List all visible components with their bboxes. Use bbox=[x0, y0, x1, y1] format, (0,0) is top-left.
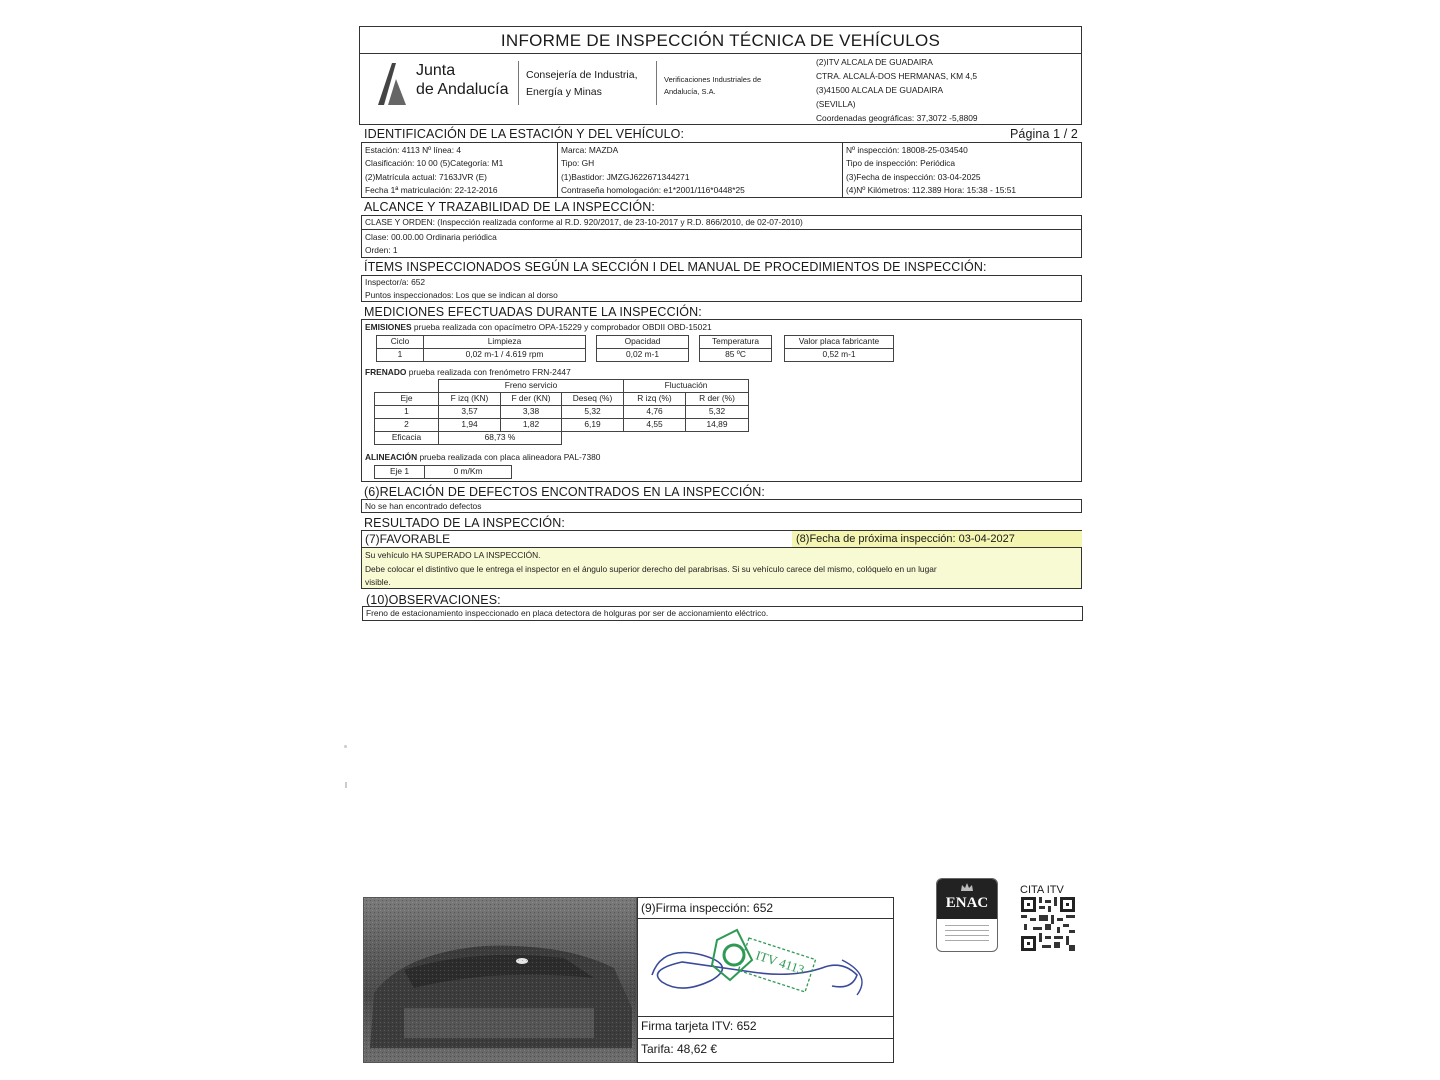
page-number: Página 1 / 2 bbox=[1010, 127, 1078, 141]
alineacion-label: ALINEACIÓN bbox=[365, 452, 418, 462]
id-col1 bbox=[365, 144, 503, 197]
frenado-cell: 14,89 bbox=[685, 418, 749, 432]
observations-text: Freno de estacionamiento inspeccionado en placa detectora de holguras por ser de accionamiento eléctrico. bbox=[366, 608, 769, 618]
station-address bbox=[816, 55, 978, 125]
eficacia-label: Eficacia bbox=[374, 431, 439, 445]
scope-heading: ALCANCE Y TRAZABILIDAD DE LA INSPECCIÓN: bbox=[364, 200, 655, 214]
id-plate: (2)Matrícula actual: 7163JVR (E) bbox=[365, 171, 487, 182]
frenado-text: prueba realizada con frenómetro FRN-2447 bbox=[406, 367, 571, 377]
emisiones-line bbox=[365, 322, 712, 332]
frenado-cell: 3,38 bbox=[500, 405, 562, 419]
frenado-header: Deseq (%) bbox=[561, 392, 624, 406]
frenado-header: R izq (%) bbox=[623, 392, 686, 406]
emisiones-value-ciclo: 1 bbox=[376, 348, 424, 362]
frenado-cell: 3,57 bbox=[438, 405, 501, 419]
emisiones-header-ciclo: Ciclo bbox=[376, 335, 424, 349]
id-brand: Marca: MAZDA bbox=[561, 145, 619, 155]
vehicle-photo-image bbox=[364, 898, 637, 1063]
items-box bbox=[361, 275, 1082, 302]
id-divider-2 bbox=[842, 143, 843, 197]
frenado-line bbox=[365, 367, 571, 377]
enac-label: ENAC bbox=[945, 895, 989, 911]
station-line: (SEVILLA) bbox=[816, 99, 856, 109]
junta-logo-icon bbox=[374, 59, 410, 107]
qr-code-icon bbox=[1021, 897, 1075, 951]
emisiones-label: EMISIONES bbox=[365, 322, 412, 332]
frenado-cell: 6,19 bbox=[561, 418, 624, 432]
result-box bbox=[361, 530, 1082, 589]
frenado-cell: 1,82 bbox=[500, 418, 562, 432]
verif-line2: Andalucía, S.A. bbox=[664, 87, 716, 96]
frenado-cell: 4,76 bbox=[623, 405, 686, 419]
scope-clase-orden: CLASE Y ORDEN: (Inspección realizada conforme al R.D. 920/2017, de 23-10-2017 y R.D. 866/2010, de 02-07-2010) bbox=[365, 217, 803, 227]
logo-line2: de Andalucía bbox=[416, 81, 509, 98]
signature-firma: (9)Firma inspección: 652 bbox=[641, 901, 774, 915]
cita-label: CITA ITV bbox=[1020, 884, 1064, 896]
station-line: (2)ITV ALCALA DE GUADAIRA bbox=[816, 57, 933, 67]
frenado-cell: 2 bbox=[374, 418, 439, 432]
observations-box bbox=[362, 606, 1083, 621]
result-status: (7)FAVORABLE bbox=[365, 532, 451, 546]
alineacion-text: prueba realizada con placa alineadora PAL-7380 bbox=[417, 452, 601, 462]
enac-badge bbox=[936, 878, 998, 952]
identification-heading: IDENTIFICACIÓN DE LA ESTACIÓN Y DEL VEHÍCULO: bbox=[364, 127, 685, 141]
emisiones-header-temperatura: Temperatura bbox=[699, 335, 772, 349]
eje-label: Eje 1 bbox=[374, 465, 425, 479]
defects-heading: (6)RELACIÓN DE DEFECTOS ENCONTRADOS EN LA INSPECCIÓN: bbox=[364, 485, 765, 499]
measurements-box bbox=[361, 319, 1082, 482]
frenado-header: F der (KN) bbox=[500, 392, 562, 406]
signature-tarifa: Tarifa: 48,62 € bbox=[641, 1042, 718, 1056]
header-divider-2 bbox=[656, 61, 657, 105]
id-station: Estación: 4113 Nº línea: 4 bbox=[365, 145, 462, 155]
id-inspection-date: (3)Fecha de inspección: 03-04-2025 bbox=[846, 171, 981, 182]
id-homologation: Contraseña homologación: e1*2001/116*0448*25 bbox=[561, 184, 745, 195]
frenado-header: R der (%) bbox=[685, 392, 749, 406]
frenado-cell: 4,55 bbox=[623, 418, 686, 432]
scope-orden: Orden: 1 bbox=[365, 245, 398, 255]
title-box bbox=[359, 26, 1082, 54]
signature-stamp-icon bbox=[642, 920, 892, 1015]
freno-servicio-header: Freno servicio bbox=[438, 379, 624, 393]
signature-divider-2 bbox=[638, 1016, 893, 1017]
emisiones-value-temperatura: 85 ºC bbox=[699, 348, 772, 362]
id-first-registration: Fecha 1ª matriculación: 22-12-2016 bbox=[365, 184, 498, 195]
id-inspection-number: Nº inspección: 18008-25-034540 bbox=[846, 145, 968, 155]
station-line: (3)41500 ALCALA DE GUADAIRA bbox=[816, 85, 944, 95]
scope-clase: Clase: 00.00.00 Ordinaria periódica bbox=[365, 232, 497, 242]
header-box bbox=[359, 53, 1082, 125]
alineacion-line bbox=[365, 452, 600, 462]
identification-box bbox=[361, 142, 1082, 198]
measurements-heading: MEDICIONES EFECTUADAS DURANTE LA INSPECCIÓN: bbox=[364, 305, 702, 319]
emisiones-header-placa: Valor placa fabricante bbox=[784, 335, 894, 349]
emisiones-value-limpieza: 0,02 m-1 / 4.619 rpm bbox=[423, 348, 586, 362]
emisiones-value-placa: 0,52 m-1 bbox=[784, 348, 894, 362]
verif-line1: Verificaciones Industriales de bbox=[664, 75, 762, 84]
station-line: CTRA. ALCALÁ-DOS HERMANAS, KM 4,5 bbox=[816, 71, 978, 81]
id-inspection-type: Tipo de inspección: Periódica bbox=[846, 158, 956, 169]
defects-box bbox=[361, 499, 1082, 513]
frenado-cell: 1 bbox=[374, 405, 439, 419]
crown-icon bbox=[960, 882, 974, 892]
id-divider-1 bbox=[557, 143, 558, 197]
emisiones-value-opacidad: 0,02 m-1 bbox=[596, 348, 689, 362]
eje-value: 0 m/Km bbox=[424, 465, 512, 479]
frenado-label: FRENADO bbox=[365, 367, 407, 377]
signature-divider-1 bbox=[638, 918, 893, 919]
id-km: (4)Nº Kilómetros: 112.389 Hora: 15:38 - 15:51 bbox=[846, 184, 1017, 195]
vehicle-photo bbox=[363, 897, 637, 1063]
fluctuacion-header: Fluctuación bbox=[623, 379, 749, 393]
consejeria-line2: Energía y Minas bbox=[526, 86, 602, 98]
id-classification: Clasificación: 10 00 (5)Categoría: M1 bbox=[365, 158, 504, 169]
scope-divider bbox=[362, 229, 1081, 230]
result-line2: Debe colocar el distintivo que le entrega el inspector en el ángulo superior derecho del parabrisas. Si su vehículo carece del mismo, colóquelo en un lugar bbox=[365, 564, 937, 574]
signature-divider-3 bbox=[638, 1038, 893, 1039]
id-col2 bbox=[561, 144, 745, 197]
signature-tarjeta: Firma tarjeta ITV: 652 bbox=[641, 1019, 757, 1033]
enac-lines bbox=[945, 925, 989, 945]
emisiones-header-opacidad: Opacidad bbox=[596, 335, 689, 349]
frenado-cell: 5,32 bbox=[685, 405, 749, 419]
station-line: Coordenadas geográficas: 37,3072 -5,8809 bbox=[816, 113, 978, 123]
scan-speck bbox=[344, 745, 347, 748]
frenado-header: Eje bbox=[374, 392, 439, 406]
items-points: Puntos inspeccionados: Los que se indican al dorso bbox=[365, 290, 558, 300]
signature-box bbox=[637, 897, 894, 1063]
scope-box bbox=[361, 215, 1082, 258]
frenado-header: F izq (KN) bbox=[438, 392, 501, 406]
document-title: INFORME DE INSPECCIÓN TÉCNICA DE VEHÍCULOS bbox=[500, 31, 941, 50]
consejeria-line1: Consejería de Industria, bbox=[526, 69, 638, 81]
defects-text: No se han encontrado defectos bbox=[365, 501, 482, 511]
observations-heading: (10)OBSERVACIONES: bbox=[366, 593, 501, 607]
scan-speck bbox=[345, 782, 347, 788]
emisiones-text: prueba realizada con opacímetro OPA-15229 y comprobador OBDII OBD-15021 bbox=[411, 322, 712, 332]
emisiones-header-limpieza: Limpieza bbox=[423, 335, 586, 349]
logo-line1: Junta bbox=[416, 62, 456, 79]
items-inspector: Inspector/a: 652 bbox=[365, 277, 426, 287]
next-inspection-date: (8)Fecha de próxima inspección: 03-04-2027 bbox=[792, 531, 1082, 547]
result-line1: Su vehículo HA SUPERADO LA INSPECCIÓN. bbox=[365, 550, 541, 560]
result-line3: visible. bbox=[365, 577, 391, 587]
result-heading: RESULTADO DE LA INSPECCIÓN: bbox=[364, 516, 565, 530]
eficacia-value: 68,73 % bbox=[438, 431, 562, 445]
stamp-text: ITV 4113 bbox=[753, 947, 807, 978]
id-vin: (1)Bastidor: JMZGJ622671344271 bbox=[561, 171, 690, 182]
header-divider-1 bbox=[518, 61, 519, 105]
frenado-cell: 5,32 bbox=[561, 405, 624, 419]
id-col3 bbox=[846, 144, 1016, 197]
id-type: Tipo: GH bbox=[561, 158, 595, 169]
items-heading: ÍTEMS INSPECCIONADOS SEGÚN LA SECCIÓN I DEL MANUAL DE PROCEDIMIENTOS DE INSPECCIÓN: bbox=[364, 260, 987, 274]
frenado-cell: 1,94 bbox=[438, 418, 501, 432]
